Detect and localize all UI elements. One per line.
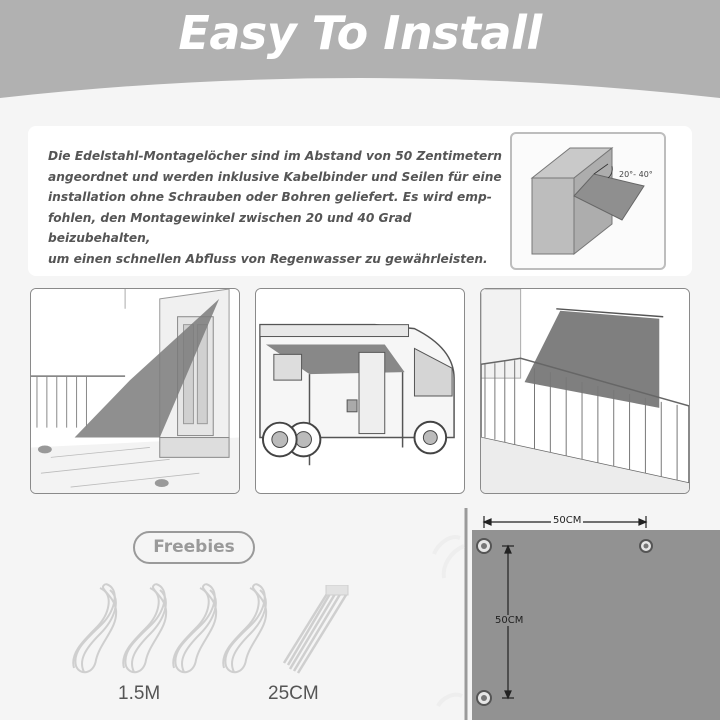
banner-wave: [0, 60, 720, 130]
page-title: Easy To Install: [178, 6, 542, 60]
description-line: fohlen, den Montagewinkel zwischen 20 und 40 Grad beizubehalten,: [48, 210, 412, 245]
freebies-badge: Freebies: [133, 531, 255, 564]
fabric-sample-drawing: [420, 508, 720, 720]
install-photo-camper: [255, 288, 465, 494]
camper-awning-drawing: [256, 289, 464, 493]
install-photo-balcony: [30, 288, 240, 494]
sample-width-label: 50CM: [553, 515, 582, 526]
description-line: installation ohne Schrauben oder Bohren geliefert. Es wird emp-: [48, 190, 492, 204]
description-line: um einen schnellen Abfluss von Regenwasser zu gewährleisten.: [48, 251, 488, 266]
description-line: angeordnet und werden inklusive Kabelbinder und Seilen für eine: [48, 169, 502, 184]
description-line: Die Edelstahl-Montagelöcher sind im Abstand von 50 Zentimetern: [48, 149, 502, 163]
railing-shade-drawing: [481, 289, 689, 493]
angle-diagram-drawing: [512, 134, 664, 268]
description-card: [28, 126, 692, 276]
cable-tie-length-caption: 25CM: [268, 683, 319, 704]
rope-icon: [216, 580, 278, 676]
install-photo-railing: [480, 288, 690, 494]
cable-ties-icon: [276, 585, 358, 675]
description-text: [48, 146, 508, 269]
balcony-shade-drawing: [31, 289, 239, 493]
angle-diagram: [510, 132, 666, 270]
rope-length-caption: 1.5M: [118, 683, 161, 704]
sample-height-label: 50CM: [495, 615, 524, 626]
angle-label: 20°- 40°: [619, 170, 653, 179]
